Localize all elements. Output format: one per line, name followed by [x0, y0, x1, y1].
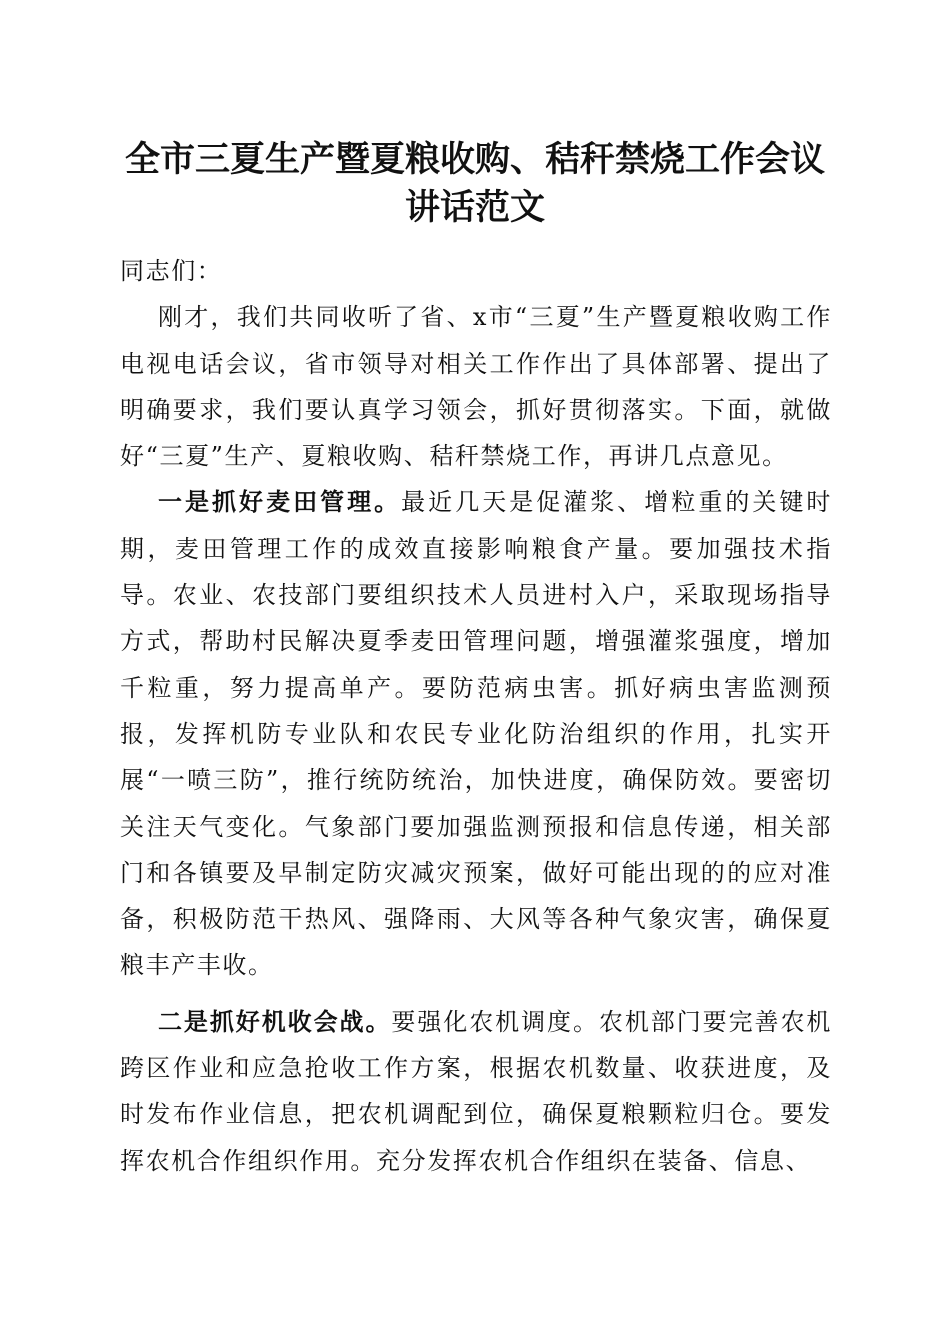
paragraph-machine-harvest [120, 999, 832, 1184]
greeting: 同志们： [120, 257, 223, 285]
document-body [120, 248, 832, 1184]
paragraph-intro-text: 刚才，我们共同收听了省、x市“三夏”生产暨夏粮收购工作电视电话会议，省市领导对相关工作作出了具体部署、提出了明确要求，我们要认真学习领会，抓好贯彻落实。下面，就做好“三夏”生产、夏粮收购、秸秆禁烧工作，再讲几点意见。 [120, 303, 832, 471]
paragraph-wheat-text: 最近几天是促灌浆、增粒重的关键时期，麦田管理工作的成效直接影响粮食产量。要加强技术指导。农业、农技部门要组织技术人员进村入户，采取现场指导方式，帮助村民解决夏季麦田管理问题，增强灌浆强度，增加千粒重，努力提高单产。要防范病虫害。抓好病虫害监测预报，发挥机防专业队和农民专业化防治组织的作用，扎实开展“一喷三防”，推行统防统治，加快进度，确保防效。要密切关注天气变化。气象部门要加强监测预报和信息传递，相关部门和各镇要及早制定防灾减灾预案，做好可能出现的的应对准备，积极防范干热风、强降雨、大风等各种气象灾害，确保夏粮丰产丰收。 [120, 488, 832, 980]
paragraph-harvest-lead: 二是抓好机收会战。 [158, 1006, 392, 1036]
paragraph-gap [120, 989, 832, 999]
paragraph-intro [120, 294, 832, 479]
paragraph-wheat-lead: 一是抓好麦田管理。 [158, 487, 402, 517]
paragraph-wheat-field-management [120, 479, 832, 988]
document-title-line1: 全市三夏生产暨夏粮收购、秸秆禁烧工作会议 [124, 139, 825, 180]
document-title-line2: 讲话范文 [404, 187, 545, 228]
paragraph-harvest-text: 要强化农机调度。农机部门要完善农机跨区作业和应急抢收工作方案，根据农机数量、收获进度，及时发布作业信息，把农机调配到位，确保夏粮颗粒归仓。要发挥农机合作组织作用。充分发挥农机合作组织在装备、信息、 [120, 1007, 832, 1175]
